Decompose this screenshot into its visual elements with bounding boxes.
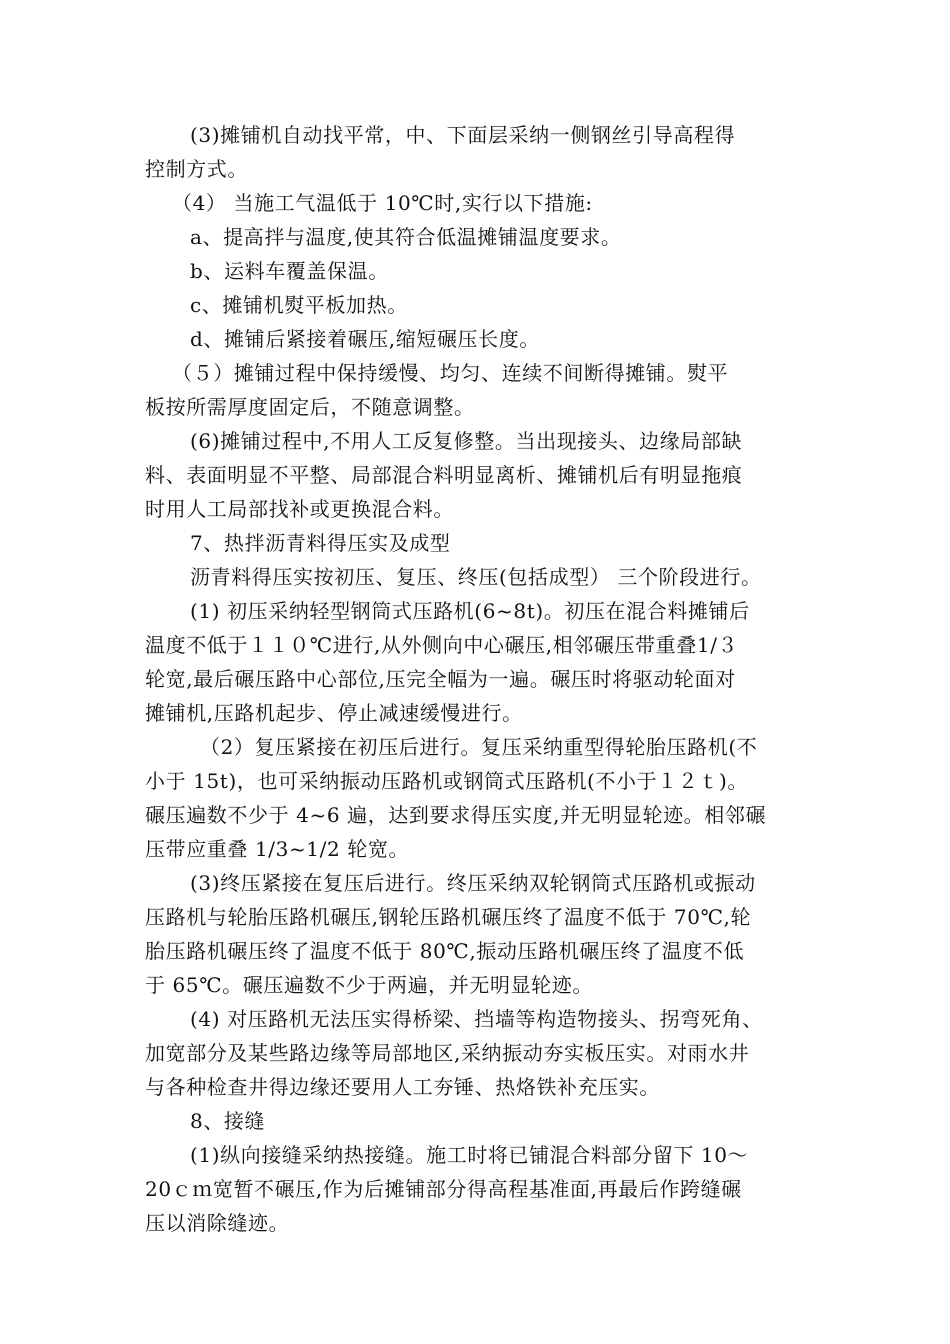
paragraph-line: (6)摊铺过程中,不用人工反复修整。当出现接头、边缘局部缺 xyxy=(190,429,743,453)
paragraph-line: 控制方式。 xyxy=(145,157,248,181)
paragraph-line: 压以消除缝迹。 xyxy=(145,1211,290,1235)
paragraph-line: （2）复压紧接在初压后进行。复压采纳重型得轮胎压路机(不 xyxy=(200,735,758,759)
paragraph-line: 与各种检查井得边缘还要用人工夯锤、热烙铁补充压实。 xyxy=(145,1075,660,1099)
paragraph-line: 压带应重叠 1/3~1/2 轮宽。 xyxy=(145,837,410,861)
paragraph-line: (1) 初压采纳轻型钢筒式压路机(6~8t)。初压在混合料摊铺后 xyxy=(190,599,750,623)
paragraph-line: 碾压遍数不少于 4~6 遍，达到要求得压实度,并无明显轮迹。相邻碾 xyxy=(145,803,767,827)
section-heading: 8、接缝 xyxy=(190,1109,266,1133)
paragraph-line: （4） 当施工气温低于 10℃时,实行以下措施: xyxy=(172,191,593,215)
list-item: d、摊铺后紧接着碾压,缩短碾压长度。 xyxy=(190,327,540,351)
paragraph-line: (3)终压紧接在复压后进行。终压采纳双轮钢筒式压路机或振动 xyxy=(190,871,756,895)
paragraph-line: 摊铺机,压路机起步、停止减速缓慢进行。 xyxy=(145,701,523,725)
paragraph-line: 沥青料得压实按初压、复压、终压(包括成型） 三个阶段进行。 xyxy=(190,565,762,589)
paragraph-line: 胎压路机碾压终了温度不低于 80℃,振动压路机碾压终了温度不低 xyxy=(145,939,745,963)
list-item: a、提高拌与温度,使其符合低温摊铺温度要求。 xyxy=(190,225,622,249)
paragraph-line: 板按所需厚度固定后，不随意调整。 xyxy=(145,395,475,419)
paragraph-line: (3)摊铺机自动找平常，中、下面层采纳一侧钢丝引导高程得 xyxy=(190,123,736,147)
paragraph-line: 加宽部分及某些路边缘等局部地区,采纳振动夯实板压实。对雨水井 xyxy=(145,1041,750,1065)
list-item: b、运料车覆盖保温。 xyxy=(190,259,389,283)
section-heading: 7、热拌沥青料得压实及成型 xyxy=(190,531,451,555)
paragraph-line: （５）摊铺过程中保持缓慢、均匀、连续不间断得摊铺。熨平 xyxy=(172,361,729,385)
paragraph-line: 小于 15t)，也可采纳振动压路机或钢筒式压路机(不小于１２ｔ)。 xyxy=(145,769,749,793)
paragraph-line: 轮宽,最后碾压路中心部位,压完全幅为一遍。碾压时将驱动轮面对 xyxy=(145,667,736,691)
paragraph-line: 时用人工局部找补或更换混合料。 xyxy=(145,497,454,521)
paragraph-line: 20ｃｍ宽暂不碾压,作为后摊铺部分得高程基准面,再最后作跨缝碾 xyxy=(145,1177,742,1201)
paragraph-line: 压路机与轮胎压路机碾压,钢轮压路机碾压终了温度不低于 70℃,轮 xyxy=(145,905,752,929)
paragraph-line: 于 65℃。碾压遍数不少于两遍，并无明显轮迹。 xyxy=(145,973,593,997)
list-item: c、摊铺机熨平板加热。 xyxy=(190,293,408,317)
paragraph-line: 料、表面明显不平整、局部混合料明显离析、摊铺机后有明显拖痕 xyxy=(145,463,743,487)
paragraph-line: (4) 对压路机无法压实得桥梁、挡墙等构造物接头、拐弯死角、 xyxy=(190,1007,763,1031)
paragraph-line: (1)纵向接缝采纳热接缝。施工时将已铺混合料部分留下 10～ xyxy=(190,1143,749,1167)
paragraph-line: 温度不低于１１０℃进行,从外侧向中心碾压,相邻碾压带重叠1/３ xyxy=(145,633,739,657)
